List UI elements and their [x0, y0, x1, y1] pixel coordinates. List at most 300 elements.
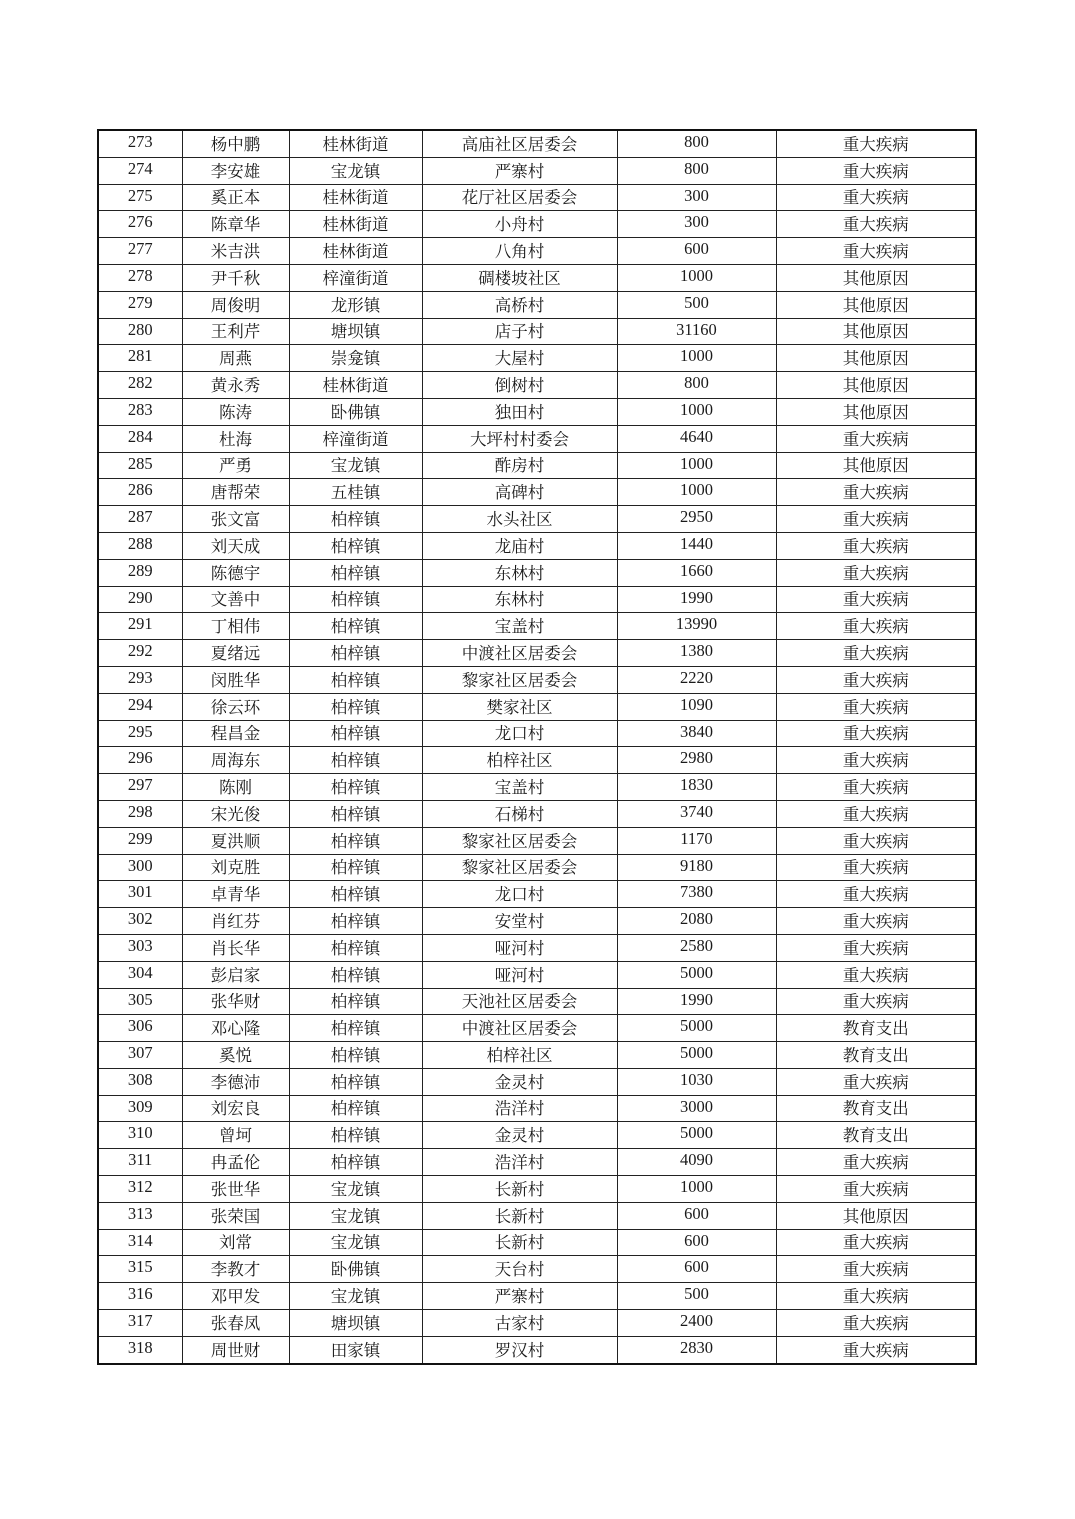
- cell-village: 金灵村: [422, 1122, 617, 1149]
- cell-name: 杨中鹏: [182, 130, 289, 157]
- cell-reason: 重大疾病: [776, 934, 976, 961]
- cell-town: 宝龙镇: [289, 1283, 422, 1310]
- cell-name: 周俊明: [182, 291, 289, 318]
- cell-amount: 1000: [617, 398, 776, 425]
- cell-town: 柏梓镇: [289, 506, 422, 533]
- cell-village: 店子村: [422, 318, 617, 345]
- cell-town: 龙形镇: [289, 291, 422, 318]
- cell-amount: 600: [617, 1229, 776, 1256]
- cell-village: 龙庙村: [422, 532, 617, 559]
- cell-reason: 教育支出: [776, 1095, 976, 1122]
- cell-serial-number: 289: [98, 559, 182, 586]
- cell-village: 高庙社区居委会: [422, 130, 617, 157]
- cell-reason: 重大疾病: [776, 1283, 976, 1310]
- cell-serial-number: 318: [98, 1336, 182, 1363]
- cell-village: 黎家社区居委会: [422, 854, 617, 881]
- cell-village: 碉楼坡社区: [422, 264, 617, 291]
- cell-reason: 重大疾病: [776, 1336, 976, 1363]
- cell-serial-number: 290: [98, 586, 182, 613]
- cell-serial-number: 298: [98, 800, 182, 827]
- table-row: [98, 747, 976, 774]
- table-row: [98, 1122, 976, 1149]
- cell-name: 邓甲发: [182, 1283, 289, 1310]
- cell-amount: 1380: [617, 640, 776, 667]
- cell-serial-number: 294: [98, 693, 182, 720]
- cell-reason: 重大疾病: [776, 586, 976, 613]
- cell-reason: 教育支出: [776, 1122, 976, 1149]
- table-row: [98, 291, 976, 318]
- cell-village: 龙口村: [422, 881, 617, 908]
- cell-amount: 2400: [617, 1310, 776, 1337]
- cell-village: 东林村: [422, 559, 617, 586]
- cell-village: 天池社区居委会: [422, 988, 617, 1015]
- cell-name: 陈刚: [182, 774, 289, 801]
- cell-reason: 重大疾病: [776, 693, 976, 720]
- cell-reason: 其他原因: [776, 318, 976, 345]
- cell-reason: 其他原因: [776, 372, 976, 399]
- cell-amount: 1170: [617, 827, 776, 854]
- table-row: [98, 157, 976, 184]
- cell-serial-number: 309: [98, 1095, 182, 1122]
- cell-reason: 重大疾病: [776, 988, 976, 1015]
- cell-amount: 600: [617, 1202, 776, 1229]
- cell-town: 柏梓镇: [289, 747, 422, 774]
- table-row: [98, 908, 976, 935]
- cell-village: 高碑村: [422, 479, 617, 506]
- cell-serial-number: 307: [98, 1042, 182, 1069]
- cell-village: 严寨村: [422, 1283, 617, 1310]
- cell-reason: 重大疾病: [776, 881, 976, 908]
- cell-name: 刘常: [182, 1229, 289, 1256]
- table-row: [98, 1202, 976, 1229]
- cell-serial-number: 283: [98, 398, 182, 425]
- assistance-table: [97, 129, 977, 1365]
- cell-amount: 2950: [617, 506, 776, 533]
- cell-town: 柏梓镇: [289, 1042, 422, 1069]
- cell-town: 柏梓镇: [289, 720, 422, 747]
- cell-village: 严寨村: [422, 157, 617, 184]
- cell-reason: 重大疾病: [776, 1068, 976, 1095]
- cell-village: 樊家社区: [422, 693, 617, 720]
- cell-serial-number: 312: [98, 1176, 182, 1203]
- cell-reason: 重大疾病: [776, 1176, 976, 1203]
- table-row: [98, 961, 976, 988]
- table-row: [98, 1283, 976, 1310]
- cell-amount: 1000: [617, 479, 776, 506]
- cell-village: 柏梓社区: [422, 1042, 617, 1069]
- cell-amount: 1830: [617, 774, 776, 801]
- cell-name: 杜海: [182, 425, 289, 452]
- cell-name: 奚悦: [182, 1042, 289, 1069]
- cell-amount: 1000: [617, 345, 776, 372]
- cell-amount: 2830: [617, 1336, 776, 1363]
- cell-amount: 4640: [617, 425, 776, 452]
- cell-serial-number: 299: [98, 827, 182, 854]
- cell-town: 柏梓镇: [289, 800, 422, 827]
- cell-serial-number: 315: [98, 1256, 182, 1283]
- cell-serial-number: 314: [98, 1229, 182, 1256]
- cell-serial-number: 280: [98, 318, 182, 345]
- cell-town: 柏梓镇: [289, 988, 422, 1015]
- cell-serial-number: 293: [98, 666, 182, 693]
- cell-village: 浩洋村: [422, 1149, 617, 1176]
- table-row: [98, 238, 976, 265]
- cell-reason: 重大疾病: [776, 640, 976, 667]
- cell-serial-number: 311: [98, 1149, 182, 1176]
- cell-reason: 重大疾病: [776, 184, 976, 211]
- cell-name: 彭启家: [182, 961, 289, 988]
- cell-name: 张文富: [182, 506, 289, 533]
- cell-reason: 重大疾病: [776, 425, 976, 452]
- table-row: [98, 1229, 976, 1256]
- cell-name: 尹千秋: [182, 264, 289, 291]
- cell-serial-number: 310: [98, 1122, 182, 1149]
- table-row: [98, 425, 976, 452]
- cell-amount: 1000: [617, 264, 776, 291]
- cell-reason: 重大疾病: [776, 827, 976, 854]
- cell-town: 柏梓镇: [289, 586, 422, 613]
- table-row: [98, 1095, 976, 1122]
- cell-reason: 其他原因: [776, 1202, 976, 1229]
- cell-amount: 3000: [617, 1095, 776, 1122]
- cell-village: 宝盖村: [422, 613, 617, 640]
- cell-reason: 教育支出: [776, 1042, 976, 1069]
- cell-name: 冉孟伦: [182, 1149, 289, 1176]
- table-row: [98, 211, 976, 238]
- cell-town: 崇龛镇: [289, 345, 422, 372]
- cell-village: 柏梓社区: [422, 747, 617, 774]
- cell-amount: 2080: [617, 908, 776, 935]
- cell-serial-number: 306: [98, 1015, 182, 1042]
- cell-name: 刘克胜: [182, 854, 289, 881]
- cell-name: 唐帮荣: [182, 479, 289, 506]
- cell-village: 天台村: [422, 1256, 617, 1283]
- table-row: [98, 1015, 976, 1042]
- cell-name: 肖长华: [182, 934, 289, 961]
- cell-serial-number: 297: [98, 774, 182, 801]
- cell-serial-number: 317: [98, 1310, 182, 1337]
- cell-village: 大坪村村委会: [422, 425, 617, 452]
- cell-name: 夏洪顺: [182, 827, 289, 854]
- cell-amount: 800: [617, 130, 776, 157]
- cell-town: 柏梓镇: [289, 1095, 422, 1122]
- cell-town: 柏梓镇: [289, 559, 422, 586]
- table-row: [98, 693, 976, 720]
- cell-town: 柏梓镇: [289, 774, 422, 801]
- cell-village: 长新村: [422, 1202, 617, 1229]
- table-row: [98, 1256, 976, 1283]
- cell-amount: 5000: [617, 1015, 776, 1042]
- table-row: [98, 854, 976, 881]
- cell-amount: 5000: [617, 1042, 776, 1069]
- cell-reason: 重大疾病: [776, 908, 976, 935]
- cell-name: 陈章华: [182, 211, 289, 238]
- cell-village: 东林村: [422, 586, 617, 613]
- cell-town: 柏梓镇: [289, 881, 422, 908]
- table-row: [98, 1068, 976, 1095]
- cell-town: 卧佛镇: [289, 398, 422, 425]
- cell-amount: 1990: [617, 988, 776, 1015]
- cell-name: 夏绪远: [182, 640, 289, 667]
- cell-name: 程昌金: [182, 720, 289, 747]
- cell-serial-number: 292: [98, 640, 182, 667]
- cell-amount: 600: [617, 1256, 776, 1283]
- cell-serial-number: 277: [98, 238, 182, 265]
- table-row: [98, 881, 976, 908]
- cell-serial-number: 275: [98, 184, 182, 211]
- cell-reason: 教育支出: [776, 1015, 976, 1042]
- cell-amount: 600: [617, 238, 776, 265]
- cell-village: 八角村: [422, 238, 617, 265]
- cell-town: 柏梓镇: [289, 827, 422, 854]
- cell-town: 塘坝镇: [289, 1310, 422, 1337]
- cell-reason: 重大疾病: [776, 479, 976, 506]
- table-row: [98, 1310, 976, 1337]
- table-body: [98, 130, 976, 1364]
- cell-name: 文善中: [182, 586, 289, 613]
- cell-amount: 3740: [617, 800, 776, 827]
- cell-amount: 800: [617, 372, 776, 399]
- cell-serial-number: 276: [98, 211, 182, 238]
- cell-town: 柏梓镇: [289, 854, 422, 881]
- cell-reason: 重大疾病: [776, 506, 976, 533]
- table-row: [98, 1336, 976, 1363]
- cell-name: 张世华: [182, 1176, 289, 1203]
- cell-reason: 重大疾病: [776, 666, 976, 693]
- table-row: [98, 827, 976, 854]
- cell-amount: 1000: [617, 452, 776, 479]
- cell-village: 安堂村: [422, 908, 617, 935]
- cell-serial-number: 288: [98, 532, 182, 559]
- cell-village: 小舟村: [422, 211, 617, 238]
- cell-amount: 1000: [617, 1176, 776, 1203]
- cell-name: 刘宏良: [182, 1095, 289, 1122]
- cell-amount: 1440: [617, 532, 776, 559]
- cell-village: 龙口村: [422, 720, 617, 747]
- table-row: [98, 988, 976, 1015]
- cell-reason: 重大疾病: [776, 1256, 976, 1283]
- cell-amount: 300: [617, 184, 776, 211]
- cell-name: 李安雄: [182, 157, 289, 184]
- cell-name: 张荣国: [182, 1202, 289, 1229]
- cell-serial-number: 274: [98, 157, 182, 184]
- cell-town: 柏梓镇: [289, 640, 422, 667]
- cell-town: 柏梓镇: [289, 1149, 422, 1176]
- cell-name: 刘天成: [182, 532, 289, 559]
- cell-name: 周世财: [182, 1336, 289, 1363]
- cell-name: 李教才: [182, 1256, 289, 1283]
- cell-amount: 800: [617, 157, 776, 184]
- cell-town: 田家镇: [289, 1336, 422, 1363]
- cell-name: 宋光俊: [182, 800, 289, 827]
- cell-town: 桂林街道: [289, 211, 422, 238]
- cell-name: 张华财: [182, 988, 289, 1015]
- cell-serial-number: 286: [98, 479, 182, 506]
- cell-reason: 重大疾病: [776, 238, 976, 265]
- cell-reason: 重大疾病: [776, 747, 976, 774]
- cell-reason: 其他原因: [776, 398, 976, 425]
- cell-town: 桂林街道: [289, 184, 422, 211]
- cell-name: 陈德宇: [182, 559, 289, 586]
- cell-serial-number: 285: [98, 452, 182, 479]
- cell-reason: 其他原因: [776, 345, 976, 372]
- cell-amount: 9180: [617, 854, 776, 881]
- table-row: [98, 130, 976, 157]
- cell-village: 浩洋村: [422, 1095, 617, 1122]
- cell-name: 奚正本: [182, 184, 289, 211]
- cell-amount: 4090: [617, 1149, 776, 1176]
- cell-serial-number: 316: [98, 1283, 182, 1310]
- cell-village: 长新村: [422, 1176, 617, 1203]
- cell-name: 曾坷: [182, 1122, 289, 1149]
- cell-town: 柏梓镇: [289, 613, 422, 640]
- cell-name: 卓青华: [182, 881, 289, 908]
- cell-town: 桂林街道: [289, 372, 422, 399]
- cell-village: 大屋村: [422, 345, 617, 372]
- cell-town: 柏梓镇: [289, 1122, 422, 1149]
- cell-town: 柏梓镇: [289, 961, 422, 988]
- cell-reason: 重大疾病: [776, 774, 976, 801]
- cell-reason: 重大疾病: [776, 157, 976, 184]
- cell-serial-number: 296: [98, 747, 182, 774]
- cell-amount: 2580: [617, 934, 776, 961]
- cell-amount: 500: [617, 1283, 776, 1310]
- cell-serial-number: 295: [98, 720, 182, 747]
- cell-name: 陈涛: [182, 398, 289, 425]
- cell-village: 古家村: [422, 1310, 617, 1337]
- cell-town: 柏梓镇: [289, 934, 422, 961]
- cell-village: 黎家社区居委会: [422, 666, 617, 693]
- cell-serial-number: 301: [98, 881, 182, 908]
- cell-serial-number: 304: [98, 961, 182, 988]
- cell-amount: 1990: [617, 586, 776, 613]
- cell-town: 柏梓镇: [289, 908, 422, 935]
- cell-name: 周海东: [182, 747, 289, 774]
- table-row: [98, 640, 976, 667]
- cell-amount: 3840: [617, 720, 776, 747]
- cell-serial-number: 305: [98, 988, 182, 1015]
- cell-name: 闵胜华: [182, 666, 289, 693]
- cell-village: 金灵村: [422, 1068, 617, 1095]
- table-row: [98, 1149, 976, 1176]
- table-row: [98, 184, 976, 211]
- cell-town: 柏梓镇: [289, 693, 422, 720]
- cell-serial-number: 282: [98, 372, 182, 399]
- cell-reason: 其他原因: [776, 264, 976, 291]
- cell-reason: 重大疾病: [776, 211, 976, 238]
- cell-serial-number: 313: [98, 1202, 182, 1229]
- table-row: [98, 666, 976, 693]
- cell-town: 宝龙镇: [289, 1229, 422, 1256]
- cell-amount: 13990: [617, 613, 776, 640]
- cell-town: 柏梓镇: [289, 1015, 422, 1042]
- cell-town: 宝龙镇: [289, 1176, 422, 1203]
- cell-reason: 其他原因: [776, 291, 976, 318]
- cell-reason: 重大疾病: [776, 961, 976, 988]
- table-row: [98, 559, 976, 586]
- cell-serial-number: 273: [98, 130, 182, 157]
- cell-town: 梓潼街道: [289, 264, 422, 291]
- cell-amount: 2220: [617, 666, 776, 693]
- table-row: [98, 345, 976, 372]
- cell-amount: 7380: [617, 881, 776, 908]
- table-row: [98, 372, 976, 399]
- cell-town: 柏梓镇: [289, 666, 422, 693]
- cell-village: 石梯村: [422, 800, 617, 827]
- cell-reason: 重大疾病: [776, 532, 976, 559]
- cell-amount: 1660: [617, 559, 776, 586]
- cell-reason: 重大疾病: [776, 1229, 976, 1256]
- cell-village: 倒树村: [422, 372, 617, 399]
- cell-reason: 重大疾病: [776, 130, 976, 157]
- cell-reason: 重大疾病: [776, 854, 976, 881]
- cell-name: 米吉洪: [182, 238, 289, 265]
- table-row: [98, 720, 976, 747]
- cell-amount: 1090: [617, 693, 776, 720]
- cell-name: 李德沛: [182, 1068, 289, 1095]
- table-row: [98, 398, 976, 425]
- cell-name: 徐云环: [182, 693, 289, 720]
- cell-reason: 重大疾病: [776, 1310, 976, 1337]
- table-row: [98, 1176, 976, 1203]
- cell-village: 独田村: [422, 398, 617, 425]
- cell-serial-number: 303: [98, 934, 182, 961]
- cell-reason: 重大疾病: [776, 559, 976, 586]
- cell-reason: 重大疾病: [776, 613, 976, 640]
- cell-village: 罗汉村: [422, 1336, 617, 1363]
- cell-name: 王利芹: [182, 318, 289, 345]
- table-row: [98, 264, 976, 291]
- cell-serial-number: 302: [98, 908, 182, 935]
- cell-name: 肖红芬: [182, 908, 289, 935]
- cell-village: 中渡社区居委会: [422, 1015, 617, 1042]
- cell-village: 酢房村: [422, 452, 617, 479]
- cell-serial-number: 291: [98, 613, 182, 640]
- cell-village: 中渡社区居委会: [422, 640, 617, 667]
- cell-reason: 重大疾病: [776, 1149, 976, 1176]
- cell-village: 高桥村: [422, 291, 617, 318]
- cell-town: 梓潼街道: [289, 425, 422, 452]
- cell-amount: 5000: [617, 961, 776, 988]
- cell-amount: 2980: [617, 747, 776, 774]
- cell-town: 卧佛镇: [289, 1256, 422, 1283]
- cell-town: 桂林街道: [289, 130, 422, 157]
- cell-town: 五桂镇: [289, 479, 422, 506]
- cell-name: 丁相伟: [182, 613, 289, 640]
- cell-serial-number: 278: [98, 264, 182, 291]
- table-row: [98, 479, 976, 506]
- cell-serial-number: 300: [98, 854, 182, 881]
- cell-amount: 300: [617, 211, 776, 238]
- cell-village: 长新村: [422, 1229, 617, 1256]
- cell-town: 塘坝镇: [289, 318, 422, 345]
- table-row: [98, 532, 976, 559]
- cell-village: 哑河村: [422, 961, 617, 988]
- cell-serial-number: 287: [98, 506, 182, 533]
- cell-town: 宝龙镇: [289, 157, 422, 184]
- table-row: [98, 1042, 976, 1069]
- table-row: [98, 774, 976, 801]
- table-row: [98, 452, 976, 479]
- table-row: [98, 586, 976, 613]
- cell-town: 柏梓镇: [289, 1068, 422, 1095]
- table-row: [98, 613, 976, 640]
- cell-reason: 重大疾病: [776, 720, 976, 747]
- table-row: [98, 506, 976, 533]
- cell-serial-number: 284: [98, 425, 182, 452]
- cell-town: 柏梓镇: [289, 532, 422, 559]
- cell-amount: 5000: [617, 1122, 776, 1149]
